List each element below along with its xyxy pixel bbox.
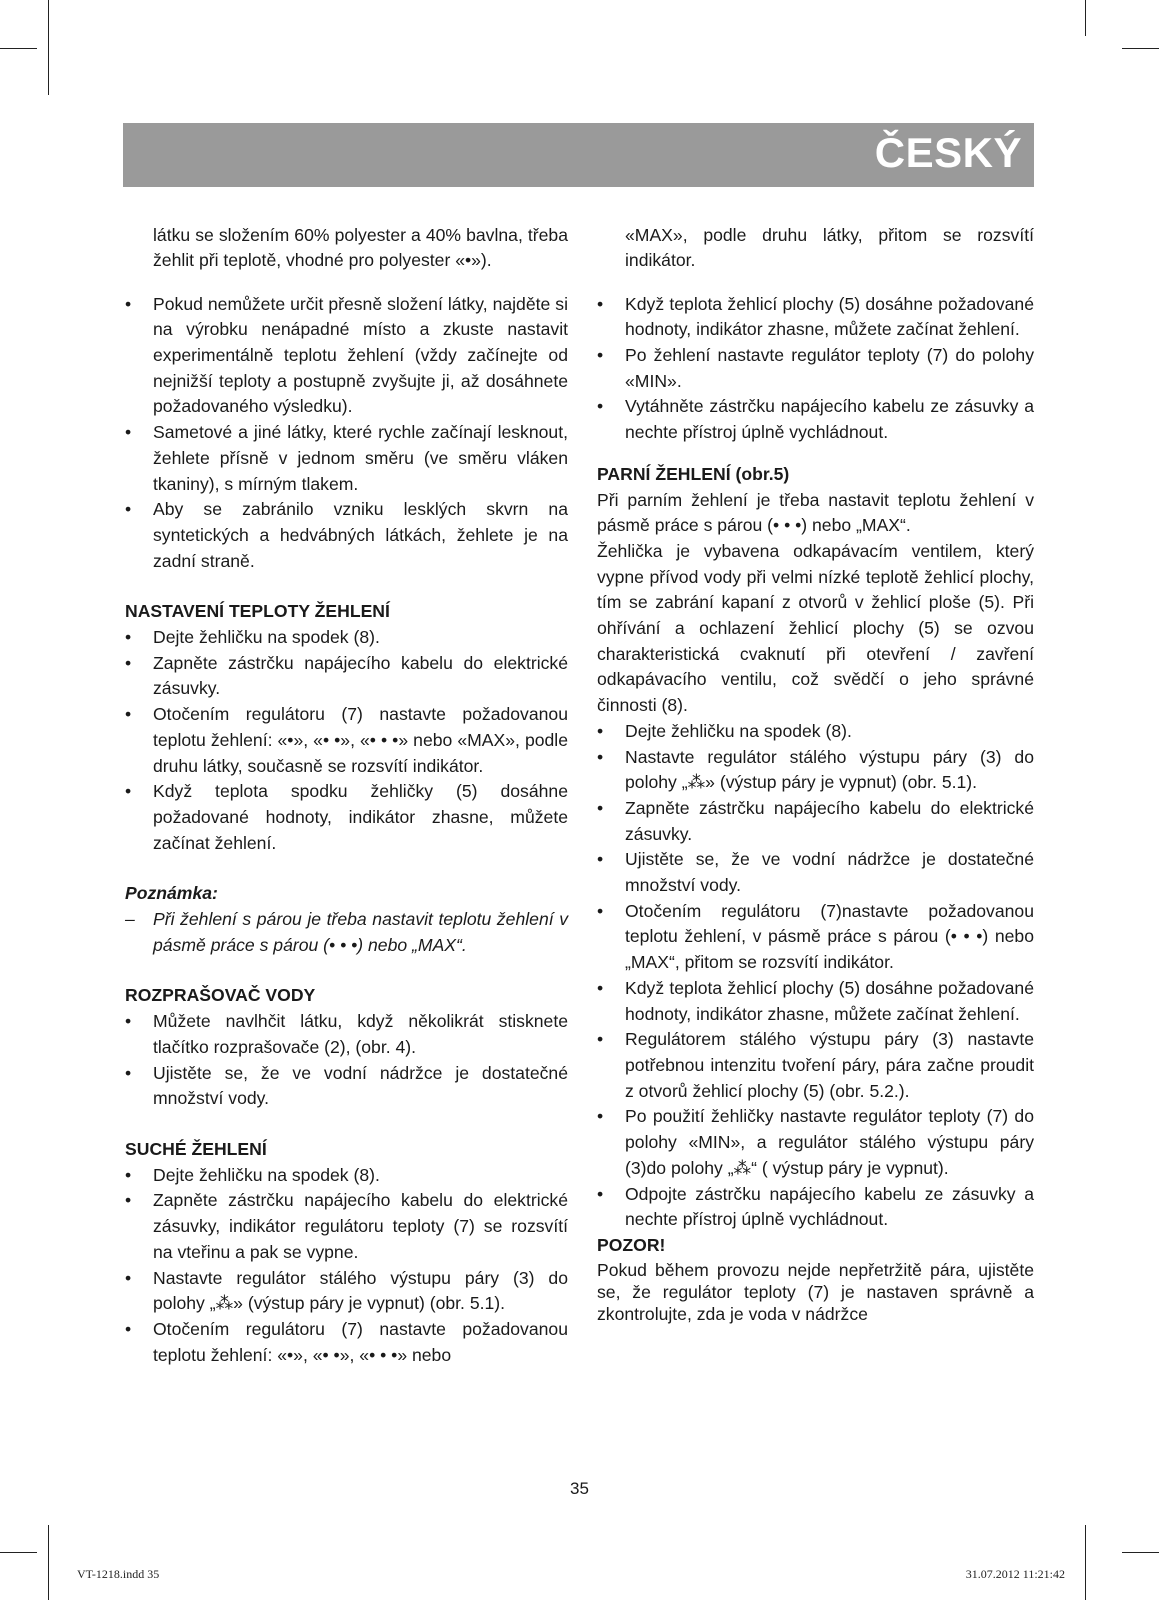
section-heading-dry-ironing: SUCHÉ ŽEHLENÍ [125, 1138, 267, 1159]
crop-mark [1122, 48, 1159, 49]
list-item: • Ujistěte se, že ve vodní nádržce je dostatečné množství vody. [125, 1061, 568, 1112]
list-item: • Dejte žehličku na spodek (8). [597, 719, 1034, 745]
list-item: • Regulátorem stálého výstupu páry (3) nastavte potřebnou intenzitu tvoření páry, pára začne proudit z otvorů žehlicí plochy (5) (obr. 5.2.). [597, 1027, 1034, 1104]
section-heading-temperature: NASTAVENÍ TEPLOTY ŽEHLENÍ [125, 601, 390, 622]
continued-list [597, 292, 1034, 446]
list-item: • Ujistěte se, že ve vodní nádržce je dostatečné množství vody. [597, 847, 1034, 898]
footer-file-name: VT-1218.indd 35 [77, 1567, 160, 1581]
list-item: • Vytáhněte zástrčku napájecího kabelu ze zásuvky a nechte přístroj úplně vychládnout. [597, 394, 1034, 445]
list-item: • Nastavte regulátor stálého výstupu páry (3) do polohy „⁂» (výstup páry je vypnut) (obr. 5.1). [125, 1266, 568, 1317]
continued-paragraph: «MAX», podle druhu látky, přitom se rozsvítí indikátor. [625, 224, 1034, 271]
list-item: • Dejte žehličku na spodek (8). [125, 625, 568, 651]
crop-mark [0, 48, 37, 49]
dry-ironing-list [125, 1163, 568, 1369]
steam-paragraph: Při parním žehlení je třeba nastavit teplotu žehlení v pásmě práce s párou (• • •) nebo „MAX“. [597, 489, 1034, 536]
footer-timestamp: 31.07.2012 11:21:42 [965, 1567, 1065, 1581]
note-list [125, 907, 568, 958]
drip-valve-paragraph: Žehlička je vybavena odkapávacím ventilem, který vypne přívod vody při velmi nízké teplotě žehlicí plochy, tím se zabrání kapaní z otvorů v žehlicí ploše (5). Při ohřívání a ochlazení žehlicí plochy (5) se ozvou charakteristická cvaknutí při otevření / zavření odkapávacího ventilu, což svědčí o jeho správné činnosti (8). [597, 540, 1034, 716]
list-item: • Nastavte regulátor stálého výstupu páry (3) do polohy „⁂» (výstup páry je vypnut) (obr. 5.1). [597, 745, 1034, 796]
list-item: • Zapněte zástrčku napájecího kabelu do elektrické zásuvky, indikátor regulátoru teploty (7) se rozsvítí na vteřinu a pak se vypne. [125, 1188, 568, 1265]
crop-mark [48, 0, 49, 95]
crop-mark [48, 1525, 49, 1600]
list-item: • Odpojte zástrčku napájecího kabelu ze zásuvky a nechte přístroj úplně vychládnout. [597, 1182, 1034, 1233]
section-heading-steam-ironing: PARNÍ ŽEHLENÍ (obr.5) [597, 463, 790, 484]
right-column [597, 205, 1034, 1325]
list-item: • Zapněte zástrčku napájecího kabelu do elektrické zásuvky. [125, 651, 568, 702]
sprayer-list [125, 1009, 568, 1112]
language-title: ČESKÝ [874, 129, 1022, 176]
intro-list [125, 292, 568, 575]
crop-mark [1122, 1552, 1159, 1553]
list-item: • Když teplota žehlicí plochy (5) dosáhne požadované hodnoty, indikátor zhasne, můžete začínat žehlení. [597, 292, 1034, 343]
crop-mark [1085, 0, 1086, 36]
list-item: • Dejte žehličku na spodek (8). [125, 1163, 568, 1189]
list-item: • Můžete navlhčit látku, když několikrát stisknete tlačítko rozprašovače (2), (obr. 4). [125, 1009, 568, 1060]
list-item: • Otočením regulátoru (7) nastavte požadovanou teplotu žehlení: «•», «• •», «• • •» nebo «MAX», podle druhu látky, současně se rozsvítí indikátor. [125, 702, 568, 779]
list-item: – Při žehlení s párou je třeba nastavit teplotu žehlení v pásmě práce s párou (• • •) nebo „MAX“. [125, 907, 568, 958]
continued-paragraph: látku se složením 60% polyester a 40% bavlna, třeba žehlit při teplotě, vhodné pro polyester «•»). [153, 224, 568, 271]
steam-ironing-list [597, 719, 1034, 1233]
list-item: • Otočením regulátoru (7)nastavte požadovanou teplotu žehlení, v pásmě práce s párou (• • •) nebo „MAX“, přitom se rozsvítí indikátor. [597, 899, 1034, 976]
language-header-bar [123, 123, 1034, 187]
list-item: • Zapněte zástrčku napájecího kabelu do elektrické zásuvky. [597, 796, 1034, 847]
page-number: 35 [570, 1479, 589, 1498]
section-heading-sprayer: ROZPRAŠOVAČ VODY [125, 985, 316, 1006]
list-item: • Pokud nemůžete určit přesně složení látky, najděte si na výrobku nenápadné místo a zkuste nastavit experimentálně teplotu žehlení (vždy začínejte od nejnižší teploty a postupně zvyšujte ji, až dosáhnete požadovaného výsledku). [125, 292, 568, 421]
list-item: • Když teplota spodku žehličky (5) dosáhne požadované hodnoty, indikátor zhasne, můžete začínat žehlení. [125, 779, 568, 856]
list-item: • Aby se zabránilo vzniku lesklých skvrn na syntetických a hedvábných látkách, žehlete je na zadní straně. [125, 497, 568, 574]
list-item: • Když teplota žehlicí plochy (5) dosáhne požadované hodnoty, indikátor zhasne, můžete začínat žehlení. [597, 976, 1034, 1027]
note-heading: Poznámka: [125, 883, 218, 904]
temperature-list [125, 625, 568, 856]
warning-paragraph: Pokud během provozu nejde nepřetržitě pára, ujistěte se, že regulátor teploty (7) je nastaven správně a zkontrolujte, zda je voda v nádržce [597, 1259, 1034, 1324]
crop-mark [1085, 1525, 1086, 1600]
list-item: • Po žehlení nastavte regulátor teploty (7) do polohy «MIN». [597, 343, 1034, 394]
list-item: • Po použití žehličky nastavte regulátor teploty (7) do polohy «MIN», a regulátor stálého výstupu páry (3)do polohy „⁂“ ( výstup páry je vypnut). [597, 1104, 1034, 1181]
list-item: • Otočením regulátoru (7) nastavte požadovanou teplotu žehlení: «•», «• •», «• • •» nebo [125, 1317, 568, 1368]
crop-mark [0, 1552, 37, 1553]
warning-heading: POZOR! [597, 1234, 666, 1255]
left-column [125, 205, 568, 1368]
list-item: • Sametové a jiné látky, které rychle začínají lesknout, žehlete přísně v jednom směru (ve směru vláken tkaniny), s mírným tlakem. [125, 420, 568, 497]
